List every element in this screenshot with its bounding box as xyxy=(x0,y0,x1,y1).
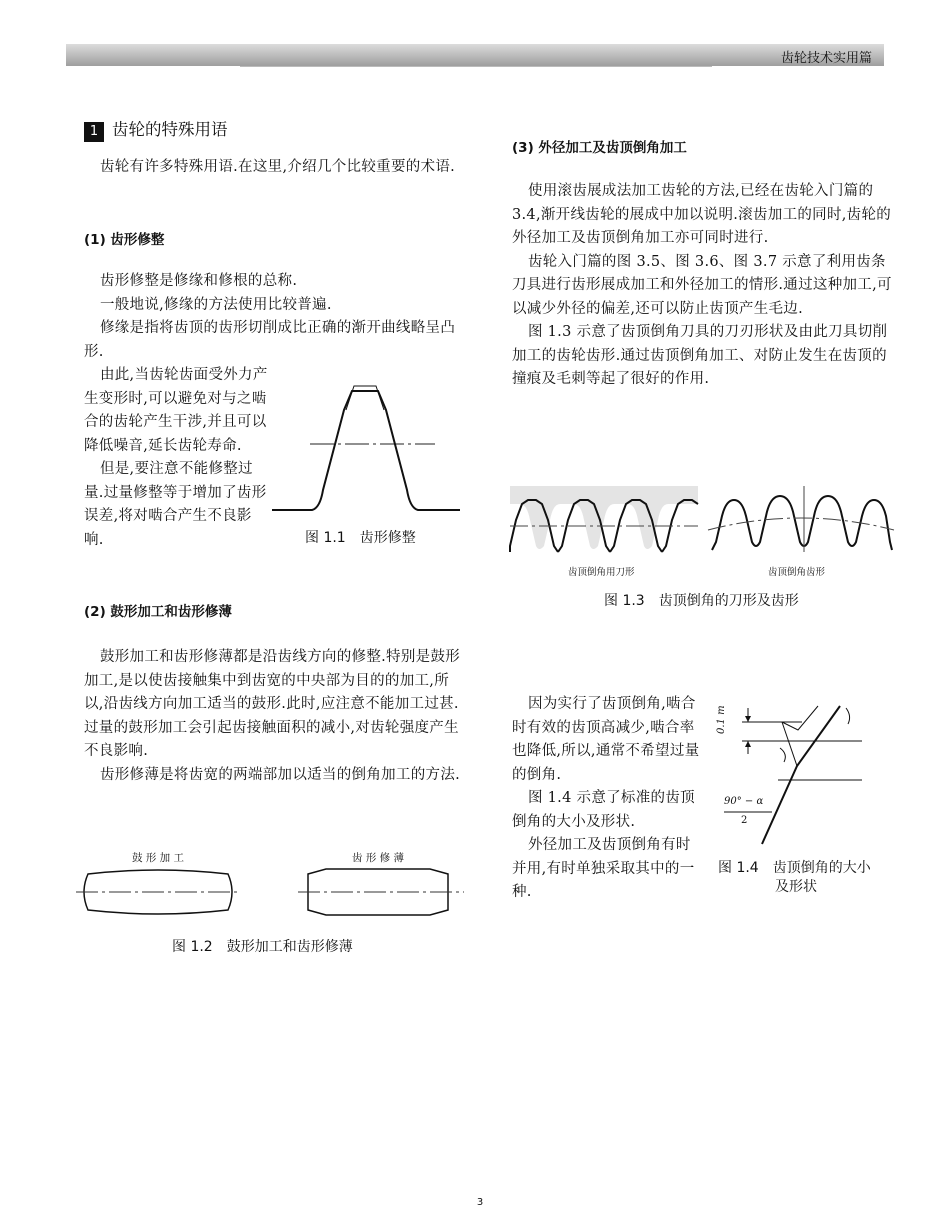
header-bar xyxy=(66,44,884,66)
figure-1-4-caption-line2: 及形状 xyxy=(775,879,817,895)
header-underline xyxy=(240,66,712,67)
figure-1-2-label-endrelief: 齿 形 修 薄 xyxy=(352,852,405,864)
section-title xyxy=(84,116,228,142)
figure-1-3-cutter-shape xyxy=(510,486,698,552)
section-title-text: 齿轮的特殊用语 xyxy=(112,120,228,139)
subheading-2: (2) 鼓形加工和齿形修薄 xyxy=(84,604,232,620)
figure-1-3-label-gear: 齿顶倒角齿形 xyxy=(768,567,826,578)
figure-1-4-label-angle-num: 90° − α xyxy=(724,796,764,807)
figure-1-3-label-cutter: 齿顶倒角用刀形 xyxy=(568,567,635,578)
s3-paragraphs: 使用滚齿展成法加工齿轮的方法,已经在齿轮入门篇的 3.4,渐开线齿轮的展成中加以说明.滚齿加工的同时,齿轮的外径加工及齿顶倒角加工亦可同时进行. 齿轮入门篇的图 3.5、图 3.6、图 3.7 示意了利用齿条刀具进行齿形展成加工和外径加工的情形.通过这种加工,可以减少外径的偏差,还可以防止齿顶产生毛边. 图 1.3 示意了齿顶倒角刀具的刀刃形状及由此刀具切削加工的齿轮齿形.通过齿顶倒角加工、对防止发生在齿顶的撞痕及毛刺等起了很好的作用. xyxy=(512,183,892,387)
figure-1-3-caption: 图 1.3 齿顶倒角的刀形及齿形 xyxy=(604,593,799,609)
s1-paragraphs-full: 齿形修整是修缘和修根的总称. 一般地说,修缘的方法使用比较普遍. 修缘是指将齿顶的齿形切削成比正确的渐开曲线略呈凸形. xyxy=(84,273,456,360)
s1-paragraphs-narrow: 由此,当齿轮齿面受外力产生变形时,可以避免对与之啮合的齿轮产生干涉,并且可以降低噪音,延长齿轮寿命. 但是,要注意不能修整过量.过量修整等于增加了齿形误差,将对啮合产生不良影响. xyxy=(84,367,268,548)
figure-1-4-label-m: 0.1 m xyxy=(716,705,727,734)
figure-1-1-tooth-profile xyxy=(270,380,465,520)
page-number: 3 xyxy=(476,1197,484,1208)
figure-1-3-gear-tooth-shape xyxy=(708,486,894,552)
figure-1-1-caption: 图 1.1 齿形修整 xyxy=(305,530,416,546)
s2-paragraphs: 鼓形加工和齿形修薄都是沿齿线方向的修整.特别是鼓形加工,是以使齿接触集中到齿宽的中央部为目的的加工,所以,沿齿线方向加工适当的鼓形.此时,应注意不能加工过甚.过量的鼓形加工会引起齿接触面积的减小,对齿轮强度产生不良影响. 齿形修薄是将齿宽的两端部加以适当的倒角加工的方法. xyxy=(84,649,461,783)
figure-1-2-label-crowning: 鼓 形 加 工 xyxy=(132,852,185,864)
subheading-3: (3) 外径加工及齿顶倒角加工 xyxy=(512,140,687,156)
header-title: 齿轮技术实用篇 xyxy=(780,51,872,66)
figure-1-2-crowning-shape xyxy=(76,864,241,920)
intro-paragraph: 齿轮有许多特殊用语.在这里,介绍几个比较重要的术语. xyxy=(99,159,456,175)
figure-1-4-caption-line1: 图 1.4 齿顶倒角的大小 xyxy=(718,860,871,876)
s3-paragraphs-narrow: 因为实行了齿顶倒角,啮合时有效的齿顶高减少,啮合率也降低,所以,通常不希望过量的倒角. 图 1.4 示意了标准的齿顶倒角的大小及形状. 外径加工及齿顶倒角有时并用,有时单独采取其中的一种. xyxy=(512,696,700,900)
figure-1-2-caption: 图 1.2 鼓形加工和齿形修薄 xyxy=(172,939,353,955)
figure-1-4-label-angle-den: 2 xyxy=(741,815,748,826)
figure-1-2-endrelief-shape xyxy=(298,864,466,920)
section-number: 1 xyxy=(84,122,104,142)
subheading-1: (1) 齿形修整 xyxy=(84,232,165,248)
